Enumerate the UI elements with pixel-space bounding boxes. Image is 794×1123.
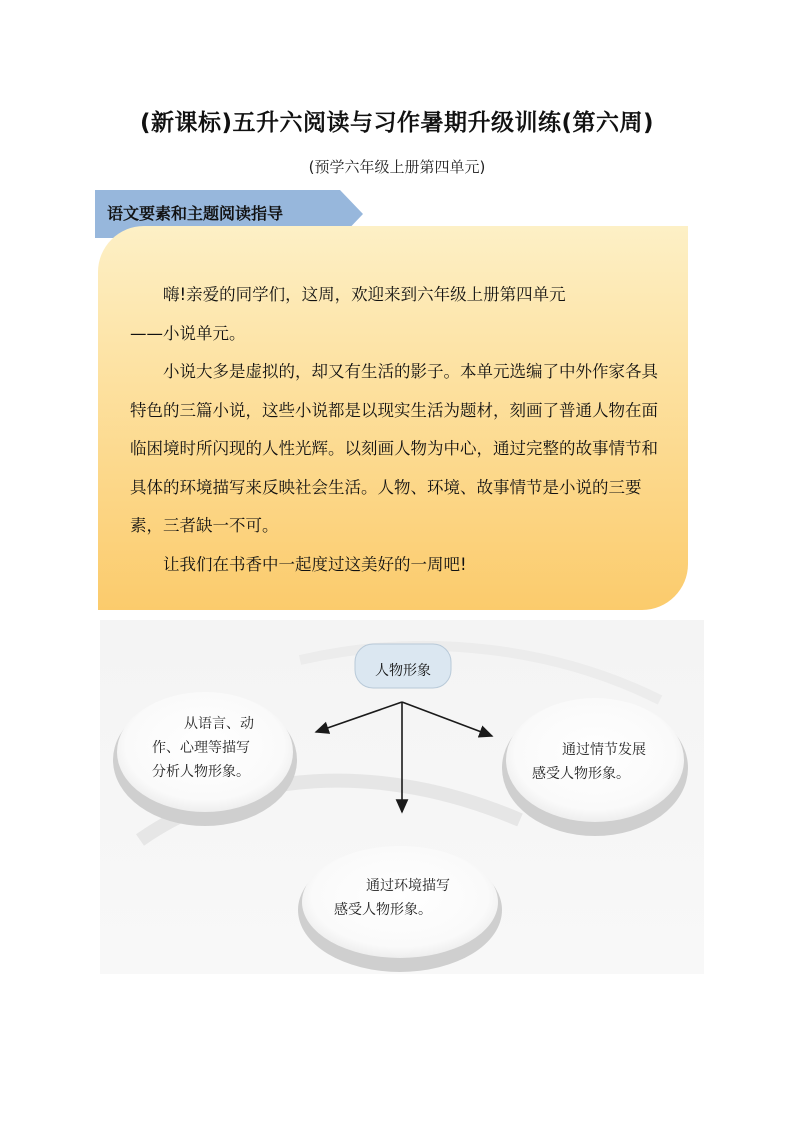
intro-paragraph-1-line-1: 嗨!亲爱的同学们，这周，欢迎来到六年级上册第四单元 [163, 285, 566, 304]
bottom-node-text [334, 874, 504, 922]
bottom-node-line-1: 通过环境描写 [366, 878, 450, 894]
page-subtitle: (预学六年级上册第四单元) [308, 158, 486, 176]
page-title: (新课标)五升六阅读与习作暑期升级训练(第六周) [139, 110, 655, 136]
arrow-right [402, 702, 492, 736]
intro-paragraph-1-line-2: ——小说单元。 [130, 323, 246, 343]
left-node-line-1: 从语言、动 [184, 716, 254, 732]
left-node-text [140, 712, 290, 784]
right-node-line-2: 感受人物形象。 [532, 766, 630, 782]
left-node-line-2: 作、心理等描写 [152, 740, 250, 756]
left-node-line-3: 分析人物形象。 [152, 764, 250, 780]
intro-card-text [130, 276, 668, 584]
right-node-text [532, 738, 682, 786]
section-heading: 语文要素和主题阅读指导 [107, 204, 284, 223]
character-diagram [100, 620, 704, 974]
right-node-line-1: 通过情节发展 [562, 742, 646, 758]
intro-paragraph-3: 让我们在书香中一起度过这美好的一周吧! [163, 554, 467, 574]
intro-paragraph-2: 小说大多是虚拟的，却又有生活的影子。本单元选编了中外作家各具特色的三篇小说，这些小说都是以现实生活为题材，刻画了普通人物在面临困境时所闪现的人性光辉。以刻画人物为中心，通过完整的故事情节和具体的环境描写来反映社会生活。人物、环境、故事情节是小说的三要素，三者缺一不可。 [130, 362, 658, 535]
bottom-node-line-2: 感受人物形象。 [334, 902, 432, 918]
arrow-left [316, 702, 402, 732]
center-node-label: 人物形象 [375, 663, 431, 679]
